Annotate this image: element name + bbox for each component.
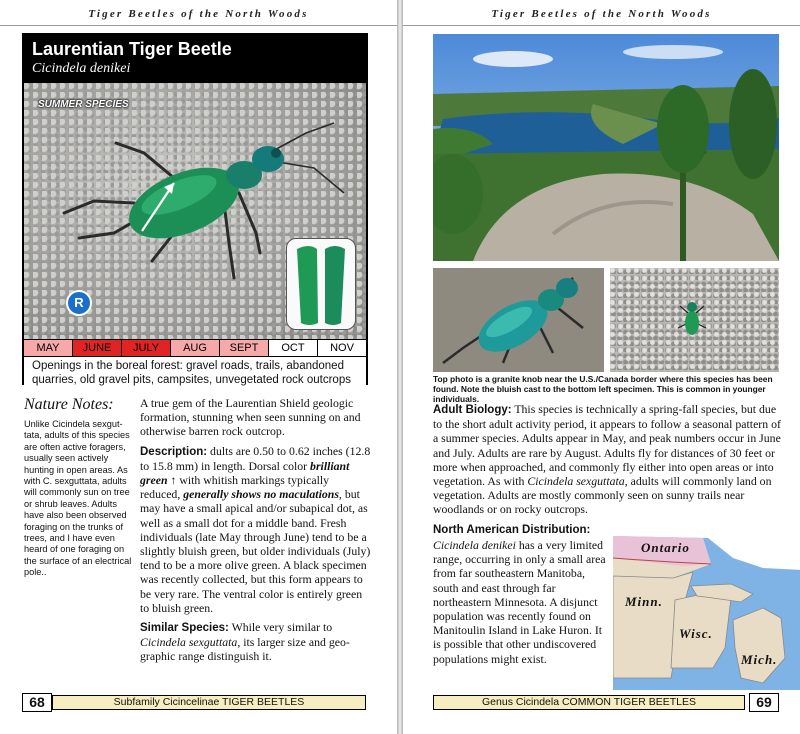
month-sept: SEPT (220, 340, 269, 356)
similar-species-paragraph (140, 620, 372, 664)
right-page (402, 0, 800, 734)
map-label-minn: Minn. (625, 594, 663, 609)
landscape-illustration (433, 34, 779, 261)
beetle-closeup-photo (433, 268, 604, 372)
map-label-mich: Mich. (741, 652, 778, 667)
header-rule (0, 25, 398, 26)
description-emphasis: generally shows no maculations (183, 487, 339, 502)
header-rule (403, 25, 800, 26)
page-number-right: 69 (749, 693, 779, 712)
similar-species-name: Cicindela sexguttata (140, 635, 238, 650)
granite-knob-lake-photo (433, 34, 779, 261)
description-text-2: with whitish markings typically reduced, (140, 473, 330, 502)
elytra-inset (286, 238, 356, 330)
page-number-left: 68 (22, 693, 52, 712)
flight-season-bar (24, 339, 366, 356)
species-title-bar (24, 35, 366, 83)
description-heading: Description: (140, 445, 208, 458)
rarity-badge: R (66, 290, 92, 316)
biology-text-2: , adults will commonly land on vegetation. Adults are mostly commonly seen on sunny trails near woodlands or on rocky outcrops. (433, 474, 772, 517)
adult-biology-section (433, 402, 781, 522)
left-body-text (140, 396, 372, 669)
beetle-on-rock-photo (610, 268, 779, 372)
biology-species-name: Cicindela sexguttata (527, 474, 625, 489)
beetle-closeup-illustration (433, 268, 604, 372)
distribution-text (433, 538, 607, 666)
similar-text-1: While very similar to (228, 620, 333, 635)
similar-species-heading: Similar Species: (140, 622, 229, 635)
month-oct: OCT (269, 340, 318, 356)
adult-biology-heading: Adult Biology: (433, 404, 512, 416)
running-head-right: Tiger Beetles of the North Woods (491, 8, 712, 20)
nature-notes-text: Unlike Cicindela sexguttata, adults of this species are often active foragers, usually seen actively hunting in open areas. As with C. sexguttata, adults will commonly sun on tree or shrub leaves. Adults have also been observed foraging on the trunks of trees, and I have even heard of one foraging on the surface of an electrical pole.. (24, 419, 132, 578)
distribution-body: has a very limited range, occurring in only a small area from far southeastern Manitoba, south and east through far northeastern Minnesota. A disjunct population was recently found on Manitoulin Island in Lake Huron. It is possible that other undiscovered populations might exist. (433, 538, 606, 666)
range-map (613, 528, 800, 690)
left-page (0, 0, 398, 734)
description-paragraph (140, 444, 372, 615)
footer-left: Subfamily Cicincelinae TIGER BEETLES (52, 695, 366, 710)
species-card (22, 33, 368, 385)
habitat-text: Openings in the boreal forest: gravel roads, trails, abandoned quarries, old gravel pits, campsites, unvegetated rock outcrops (24, 356, 366, 387)
month-july: JULY (122, 340, 171, 356)
nature-notes-title: Nature Notes: (24, 396, 114, 413)
map-label-wisc: Wisc. (679, 626, 713, 641)
beetle-rock-illustration (610, 268, 779, 372)
month-june: JUNE (73, 340, 122, 356)
intro-paragraph: A true gem of the Laurentian Shield geologic formation, stunning when seen sunning on and otherwise barren rock outcrop. (140, 396, 361, 439)
description-text-1: dults are 0.50 to 0.62 inches (12.8 to 15.8 mm) in length. Dorsal color (140, 443, 371, 473)
main-beetle-photo (24, 83, 366, 339)
running-head-left: Tiger Beetles of the North Woods (88, 8, 309, 20)
photo-caption: Top photo is a granite knob near the U.S./Canada border where this species has been found. Note the bluish cast to the bottom left specimen. This is common in younger individuals. (433, 374, 773, 404)
month-may: MAY (24, 340, 73, 356)
common-name: Laurentian Tiger Beetle (32, 39, 232, 59)
month-nov: NOV (330, 342, 354, 354)
month-aug: AUG (171, 340, 220, 356)
adult-biology-paragraph (433, 402, 781, 517)
arrow-glyph: ↑ (167, 473, 180, 488)
description-text-3: , but may have a small apical and/or subapical dot, as well as a small dot for a middle band. Fresh individuals (late May through June) tend to be a slightly bluish green, but older individuals (July) tend to be a more olive green. A black specimen was recently collected, but this form appears to be very rare. The ventral color is entirely green to bluish green. (140, 487, 371, 615)
season-label: SUMMER SPECIES (38, 99, 129, 110)
distribution-heading: North American Distribution: (433, 524, 591, 536)
elytra-icon (287, 239, 357, 331)
footer-right: Genus Cicindela COMMON TIGER BEETLES (433, 695, 745, 710)
biology-text-1: This species is technically a spring-fall species, but due to the short adult activity period, it appears to follow a seasonal pattern of a summer species. Adults appear in May, and peak numbers occur in June and July. Adults are rare by August. Adults fly for distances of 30 feet or more when approached, and commonly fly either into open areas or into vegetation. As with (433, 402, 781, 489)
similar-text-2: , its larger size and geographic range distinguish it. (140, 635, 350, 664)
distribution-species-name: Cicindela denikei (433, 538, 516, 552)
map-label-ontario: Ontario (641, 540, 690, 555)
latin-name: Cicindela denikei (32, 61, 131, 76)
description-color: brilliant green (140, 458, 350, 488)
